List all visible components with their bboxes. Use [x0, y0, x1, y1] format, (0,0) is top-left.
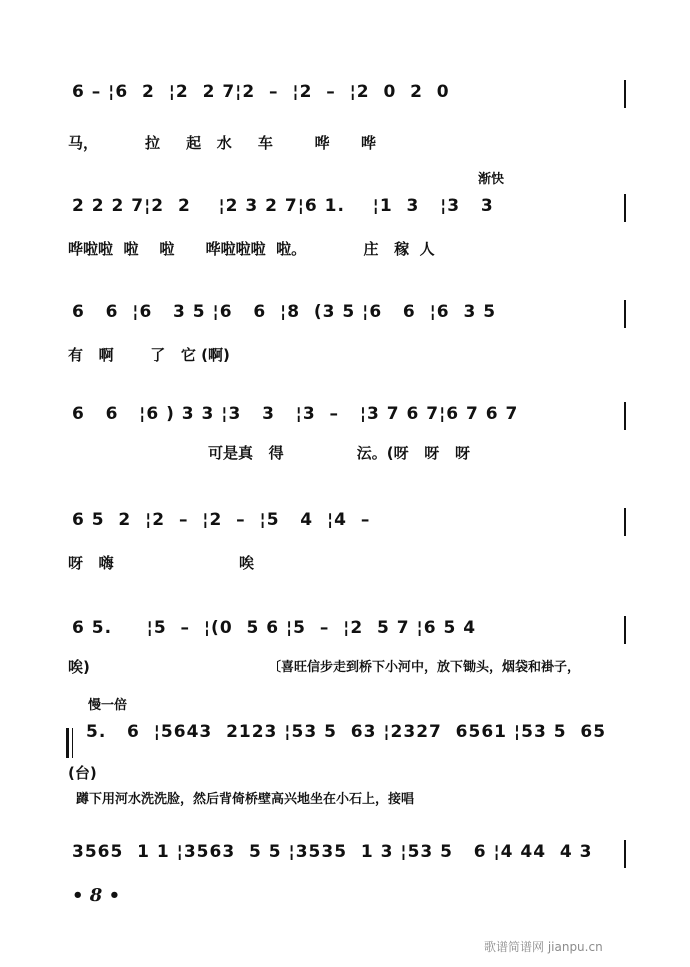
notes-line-8: 3565 1 1 ¦3563 5 5 ¦3535 1 3 ¦53 5 6 ¦4 44 4 3: [72, 842, 593, 862]
lyrics-line-1: 马， 拉 起 水 车 哗 哗: [68, 134, 376, 152]
lyrics-line-7: (台): [68, 764, 97, 782]
notes-line-6: 6 5. ¦5 – ¦(0 5 6 ¦5 – ¦2 5 7 ¦6 5 4: [72, 618, 477, 638]
notes-line-4: 6 6 ¦6 ) 3 3 ¦3 3 ¦3 – ¦3 7 6 7¦6 7 6 7: [72, 404, 519, 424]
lyrics-line-5: 呀 嗨 唉: [68, 554, 254, 572]
music-system-3: [0, 302, 690, 362]
barline-end-8: [624, 840, 626, 868]
site-watermark: 歌谱简谱网 jianpu.cn: [484, 940, 603, 954]
barline-end-6: [624, 616, 626, 644]
notes-line-3: 6 6 ¦6 3 5 ¦6 6 ¦8 (3 5 ¦6 6 ¦6 3 5: [72, 302, 497, 322]
barline-end-3: [624, 300, 626, 328]
stage-direction-2: 蹲下用河水洗洗脸，然后背倚桥壁高兴地坐在小石上，接唱: [76, 792, 415, 807]
stage-direction-1: 〔喜旺信步走到桥下小河中，放下锄头，烟袋和褂子，: [268, 660, 581, 675]
music-system-1: [0, 82, 690, 152]
notes-line-7: 5. 6 ¦5643 2123 ¦53 5 63 ¦2327 6561 ¦53 5 65: [86, 722, 607, 742]
tempo-marking: 渐快: [478, 172, 505, 187]
lyrics-line-4: 可是真 得 沄。(呀 呀 呀: [208, 444, 470, 462]
lyrics-line-6: 唉): [68, 658, 90, 676]
barline-end-1: [624, 80, 626, 108]
tempo-marking-slow: 慢一倍: [88, 698, 128, 713]
lyrics-line-3: 有 啊 了 它 (啊): [68, 346, 230, 364]
music-system-4: [0, 404, 690, 464]
music-system-6: [0, 618, 690, 678]
music-system-2: [0, 172, 690, 258]
music-system-5: [0, 510, 690, 570]
barline-end-2: [624, 194, 626, 222]
notes-line-5: 6 5 2 ¦2 – ¦2 – ¦5 4 ¦4 –: [72, 510, 371, 530]
page-number: • 8 •: [72, 885, 121, 906]
notes-line-1: 6 – ¦6 2 ¦2 2 7¦2 – ¦2 – ¦2 0 2 0: [72, 82, 450, 102]
lyrics-line-2: 哗啦啦 啦 啦 哗啦啦啦 啦。 庄 稼 人: [68, 240, 435, 258]
repeat-sign: [66, 728, 80, 758]
barline-end-4: [624, 402, 626, 430]
music-system-7: [0, 698, 690, 807]
notes-line-2: 2 2 2 7¦2 2 ¦2 3 2 7¦6 1. ¦1 3 ¦3 3: [72, 196, 494, 216]
barline-end-5: [624, 508, 626, 536]
